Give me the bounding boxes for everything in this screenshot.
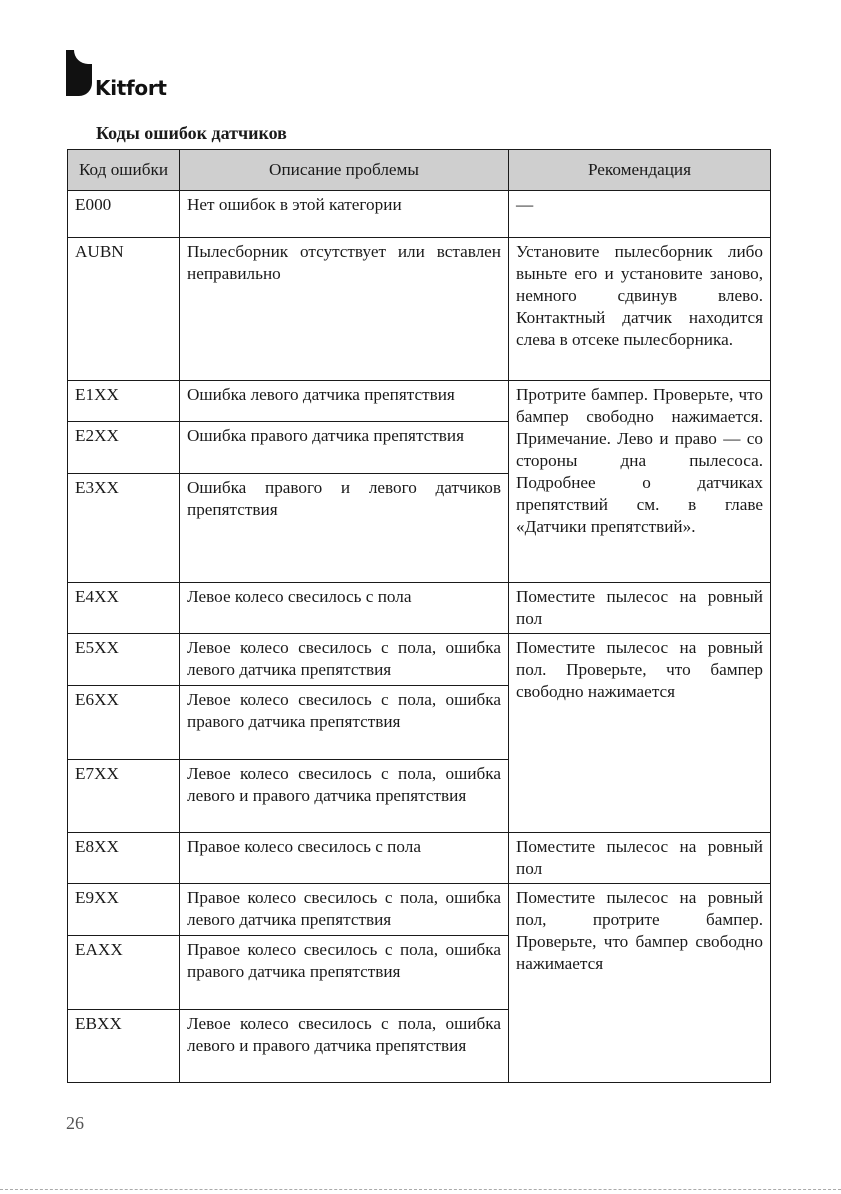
problem-description: Ошибка левого датчика препятствия (180, 381, 509, 422)
error-code: E2XX (68, 422, 180, 474)
problem-description: Левое колесо свесилось с пола, ошибка левого датчика препятствия (180, 634, 509, 686)
problem-description: Ошибка правого датчика препятствия (180, 422, 509, 474)
error-code: E7XX (68, 760, 180, 833)
problem-description: Правое колесо свесилось с пола, ошибка левого датчика препятствия (180, 884, 509, 936)
problem-description: Левое колесо свесилось с пола (180, 583, 509, 634)
table-row (68, 381, 771, 422)
recommendation: — (509, 191, 771, 238)
problem-description: Левое колесо свесилось с пола, ошибка левого и правого датчика препятствия (180, 760, 509, 833)
section-heading: Коды ошибок датчиков (96, 123, 287, 143)
error-code: E5XX (68, 634, 180, 686)
error-codes-table (67, 149, 771, 1083)
kitfort-logo-icon (66, 50, 92, 96)
table-row (68, 884, 771, 936)
recommendation: Протрите бампер. Проверьте, что бампер свободно нажимается. Примечание. Лево и право — со стороны дна пылесоса. Подробнее о датчиках препятствий см. в главе «Датчики препятствий». (509, 381, 771, 583)
recommendation: Поместите пылесос на ровный пол (509, 583, 771, 634)
header-code: Код ошибки (68, 150, 180, 191)
table-row (68, 634, 771, 686)
recommendation: Поместите пылесос на ровный пол, протрите бампер. Проверьте, что бампер свободно нажимается (509, 884, 771, 1083)
error-code: E9XX (68, 884, 180, 936)
recommendation: Поместите пылесос на ровный пол. Проверьте, что бампер свободно нажимается (509, 634, 771, 833)
problem-description: Правое колесо свесилось с пола (180, 833, 509, 884)
problem-description: Левое колесо свесилось с пола, ошибка левого и правого датчика препятствия (180, 1010, 509, 1083)
problem-description: Ошибка правого и левого датчиков препятствия (180, 474, 509, 583)
error-code: E6XX (68, 686, 180, 760)
recommendation: Поместите пылесос на ровный пол (509, 833, 771, 884)
header-description: Описание проблемы (180, 150, 509, 191)
error-code: E3XX (68, 474, 180, 583)
error-code: E8XX (68, 833, 180, 884)
recommendation: Установите пылесборник либо выньте его и установите заново, немного сдвинув влево. Контактный датчик находится слева в отсеке пылесборника. (509, 238, 771, 381)
kitfort-logo (66, 50, 176, 102)
problem-description: Левое колесо свесилось с пола, ошибка правого датчика препятствия (180, 686, 509, 760)
error-code: AUBN (68, 238, 180, 381)
error-code: EAXX (68, 936, 180, 1010)
problem-description: Пылесборник отсутствует или вставлен неправильно (180, 238, 509, 381)
brand-name: Kitfort (95, 76, 167, 100)
error-code: E4XX (68, 583, 180, 634)
error-code: E1XX (68, 381, 180, 422)
table-header-row (68, 150, 771, 191)
problem-description: Нет ошибок в этой категории (180, 191, 509, 238)
page-edge-divider (0, 1189, 841, 1190)
table-row (68, 238, 771, 381)
header-recommendation: Рекомендация (509, 150, 771, 191)
error-code: EBXX (68, 1010, 180, 1083)
table-row (68, 191, 771, 238)
error-code: E000 (68, 191, 180, 238)
problem-description: Правое колесо свесилось с пола, ошибка правого датчика препятствия (180, 936, 509, 1010)
page-number: 26 (66, 1113, 84, 1133)
table-row (68, 583, 771, 634)
table-row (68, 833, 771, 884)
